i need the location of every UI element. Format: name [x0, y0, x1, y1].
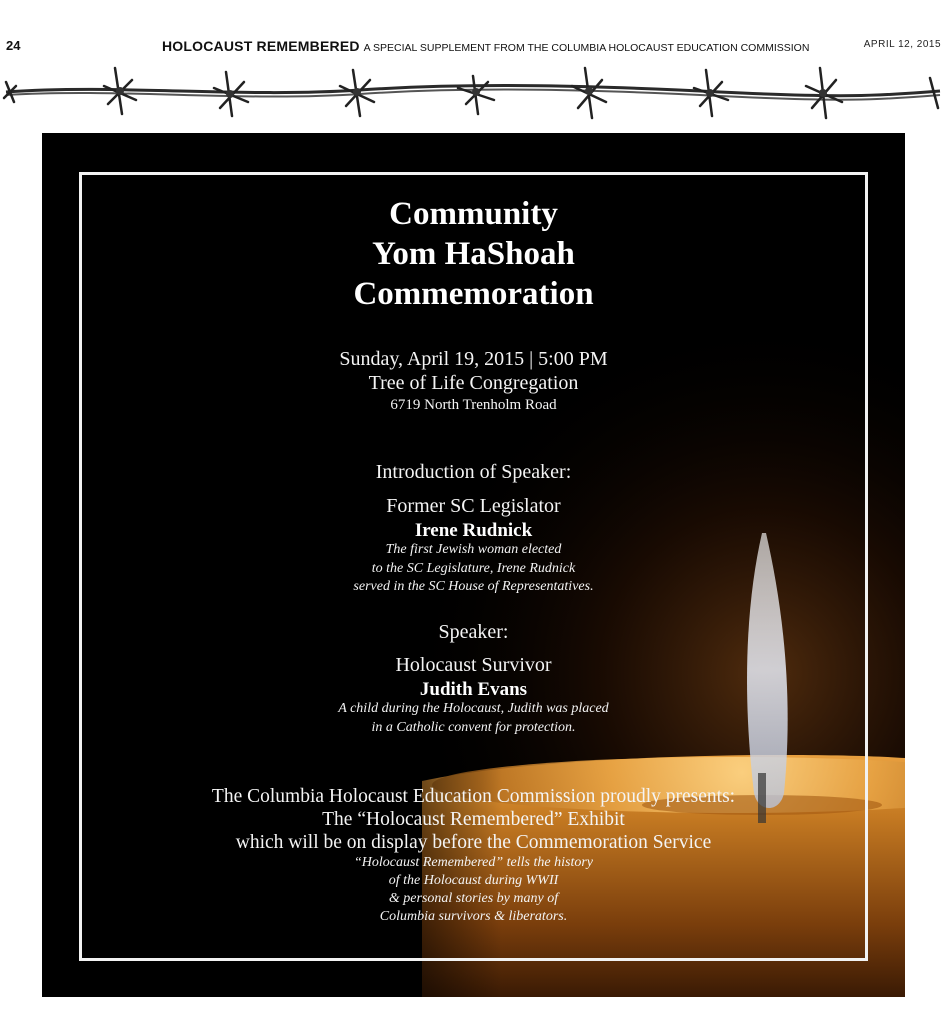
ad-text [42, 133, 905, 997]
masthead-title: HOLOCAUST REMEMBERED [162, 38, 360, 54]
exhibit-desc-line-3: & personal stories by many of [388, 891, 559, 906]
event-title-line-3: Commemoration [353, 276, 594, 312]
intro-role: Former SC Legislator [386, 495, 561, 517]
event-venue: Tree of Life Congregation [368, 372, 579, 394]
exhibit-desc-line-2: of the Holocaust during WWII [388, 873, 559, 888]
event-title-line-2: Yom HaShoah [372, 236, 575, 272]
exhibit-line-2: The “Holocaust Remembered” Exhibit [322, 809, 625, 830]
speaker-role: Holocaust Survivor [395, 654, 552, 676]
event-date: Sunday, April 19, 2015 | 5:00 PM [339, 348, 608, 370]
masthead [162, 38, 809, 56]
exhibit-desc-line-4: Columbia survivors & liberators. [379, 909, 568, 924]
exhibit-line-3: which will be on display before the Commemoration Service [235, 832, 712, 853]
speaker-bio-line-2: in a Catholic convent for protection. [371, 720, 576, 735]
speaker-bio-line-1: A child during the Holocaust, Judith was placed [338, 701, 609, 716]
intro-bio-line-1: The first Jewish woman elected [385, 542, 562, 557]
intro-bio-line-2: to the SC Legislature, Irene Rudnick [371, 561, 576, 576]
commemoration-ad [42, 133, 905, 997]
exhibit-line-1: The Columbia Holocaust Education Commission proudly presents: [211, 786, 736, 807]
event-address: 6719 North Trenholm Road [390, 397, 557, 413]
page-header [0, 36, 949, 58]
issue-date: APRIL 12, 2015 [863, 39, 941, 50]
page-number: 24 [6, 38, 21, 53]
masthead-subtitle: A SPECIAL SUPPLEMENT FROM THE COLUMBIA HOLOCAUST EDUCATION COMMISSION [363, 42, 810, 54]
intro-name: Irene Rudnick [414, 520, 533, 541]
exhibit-desc-line-1: “Holocaust Remembered” tells the history [353, 855, 593, 870]
intro-label: Introduction of Speaker: [375, 461, 572, 483]
intro-bio-line-3: served in the SC House of Representatives. [353, 579, 594, 594]
event-title-line-1: Community [389, 196, 558, 232]
speaker-name: Judith Evans [419, 679, 528, 700]
speaker-label: Speaker: [438, 621, 509, 643]
barbed-wire-graphic [0, 58, 949, 128]
